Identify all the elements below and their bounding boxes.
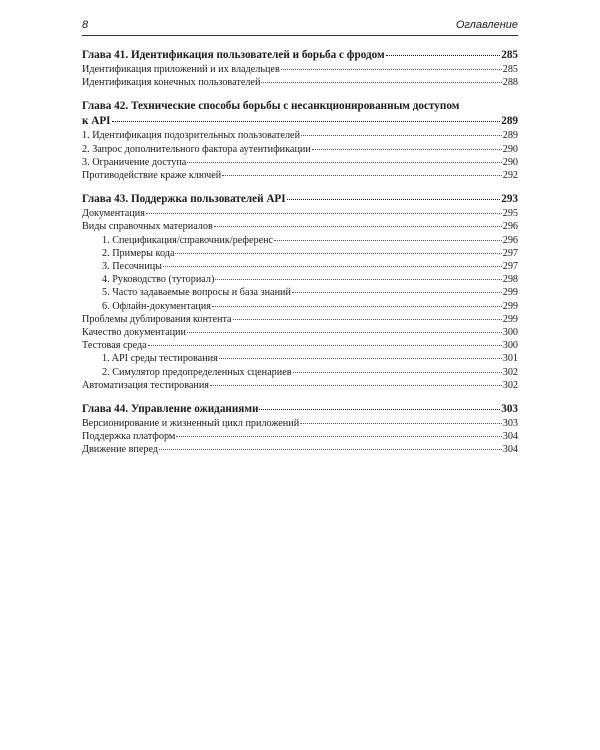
- leader-dots: [187, 332, 502, 333]
- toc-subentry[interactable]: 1. API среды тестирования 301: [102, 353, 518, 365]
- toc-entry[interactable]: Идентификация приложений и их владельцев 285: [82, 64, 518, 75]
- page-number: 8: [82, 19, 89, 31]
- toc-subentry[interactable]: 3. Песочницы 297: [102, 261, 518, 273]
- table-of-contents: [82, 48, 518, 467]
- chapter-heading[interactable]: Глава 41. Идентификация пользователей и борьба с фродом 285: [82, 49, 518, 61]
- leader-dots: [293, 372, 502, 373]
- leader-dots: [146, 213, 502, 214]
- toc-entry[interactable]: Поддержка платформ 304: [82, 431, 518, 443]
- chapter-heading[interactable]: Глава 43. Поддержка пользователей API 293: [82, 193, 518, 206]
- leader-dots: [386, 55, 501, 56]
- toc-entry[interactable]: Проблемы дублирования контента 299: [82, 313, 518, 325]
- toc-subentry[interactable]: 4. Руководство (туториал) 298: [102, 274, 518, 286]
- leader-dots: [159, 449, 502, 450]
- leader-dots: [312, 149, 502, 150]
- toc-entry[interactable]: Тестовая среда 300: [82, 340, 518, 352]
- leader-dots: [274, 240, 502, 241]
- toc-subentry[interactable]: 5. Часто задаваемые вопросы и база знаний 299: [102, 287, 518, 299]
- leader-dots: [219, 358, 502, 359]
- toc-subentry[interactable]: 6. Офлайн-документация 299: [102, 300, 518, 312]
- leader-dots: [210, 385, 502, 386]
- toc-subentry[interactable]: 2. Симулятор предопределенных сценариев 302: [102, 366, 518, 378]
- section-title: Оглавление: [455, 19, 518, 31]
- chapter-42: [82, 99, 518, 182]
- toc-entry[interactable]: 3. Ограничение доступа 290: [82, 156, 518, 168]
- toc-entry[interactable]: Движение вперед 304: [82, 444, 518, 456]
- toc-entry[interactable]: Противодействие краже ключей 292: [82, 170, 518, 182]
- chapter-heading[interactable]: к API 289: [82, 115, 518, 128]
- toc-subentry[interactable]: 2. Примеры кода 297: [102, 247, 518, 259]
- leader-dots: [175, 253, 501, 254]
- leader-dots: [292, 292, 502, 293]
- toc-entry[interactable]: Автоматизация тестирования 302: [82, 379, 518, 391]
- page-header: [82, 17, 518, 36]
- toc-entry[interactable]: Версионирование и жизненный цикл приложений 303: [82, 418, 518, 430]
- leader-dots: [214, 226, 502, 227]
- toc-subentry[interactable]: 1. Спецификация/справочник/референс 296: [102, 234, 518, 246]
- leader-dots: [259, 409, 500, 410]
- toc-entry[interactable]: Документация 295: [82, 208, 518, 220]
- leader-dots: [187, 162, 501, 163]
- chapter-heading-line1[interactable]: Глава 42. Технические способы борьбы с несанкционированным доступом: [82, 100, 460, 113]
- toc-entry[interactable]: Виды справочных материалов 296: [82, 221, 518, 233]
- leader-dots: [287, 199, 501, 200]
- leader-dots: [233, 319, 502, 320]
- leader-dots: [301, 135, 502, 136]
- chapter-heading[interactable]: Глава 44. Управление ожиданиями 303: [82, 403, 518, 416]
- leader-dots: [212, 306, 502, 307]
- leader-dots: [176, 436, 501, 437]
- leader-dots: [215, 279, 501, 280]
- chapter-44: [82, 402, 518, 457]
- leader-dots: [222, 175, 502, 176]
- toc-entry[interactable]: 1. Идентификация подозрительных пользователей 289: [82, 130, 518, 142]
- chapter-43: [82, 192, 518, 392]
- chapter-41: [82, 48, 518, 89]
- toc-entry[interactable]: Идентификация конечных пользователей 288: [82, 77, 518, 89]
- leader-dots: [163, 266, 502, 267]
- leader-dots: [300, 423, 502, 424]
- leader-dots: [148, 345, 502, 346]
- leader-dots: [261, 82, 501, 83]
- toc-entry[interactable]: 2. Запрос дополнительного фактора аутентификации 290: [82, 143, 518, 155]
- toc-entry[interactable]: Качество документации 300: [82, 327, 518, 339]
- leader-dots: [281, 69, 502, 70]
- leader-dots: [112, 121, 501, 122]
